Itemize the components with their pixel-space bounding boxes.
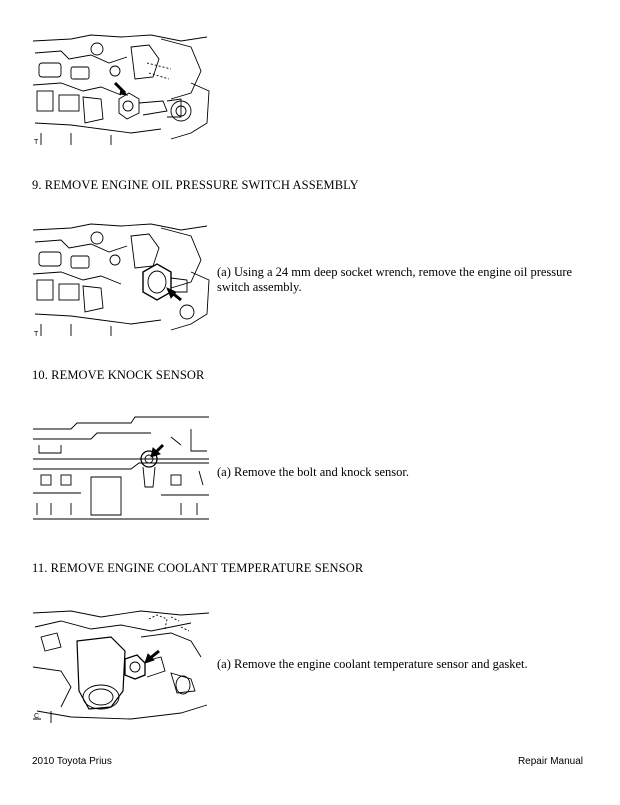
engine-illustration-coolant-temperature-sensor [31, 607, 213, 725]
step-instruction-knock-sensor: (a) Remove the bolt and knock sensor. [217, 465, 409, 479]
step-instruction-oil-pressure-switch: (a) Using a 24 mm deep socket wrench, remove the engine oil pressure switch assembly. [217, 265, 573, 294]
figure-code: T [34, 331, 39, 338]
step-heading-knock-sensor: 10. REMOVE KNOCK SENSOR [32, 368, 205, 382]
engine-illustration-knock-sensor [31, 415, 213, 529]
step-heading-oil-pressure-switch: 9. REMOVE ENGINE OIL PRESSURE SWITCH ASSEMBLY [32, 178, 359, 192]
step-heading-coolant-temperature-sensor: 11. REMOVE ENGINE COOLANT TEMPERATURE SENSOR [32, 561, 364, 575]
figure-code: C [34, 713, 40, 720]
engine-illustration-oil-pressure-switch-location [31, 33, 213, 146]
figure-code: T [34, 139, 39, 146]
footer-vehicle-model: 2010 Toyota Prius [32, 756, 112, 767]
step-instruction-coolant-temperature-sensor: (a) Remove the engine coolant temperature sensor and gasket. [217, 657, 528, 671]
footer-document-title: Repair Manual [517, 756, 583, 767]
engine-illustration-oil-pressure-switch [31, 222, 213, 338]
